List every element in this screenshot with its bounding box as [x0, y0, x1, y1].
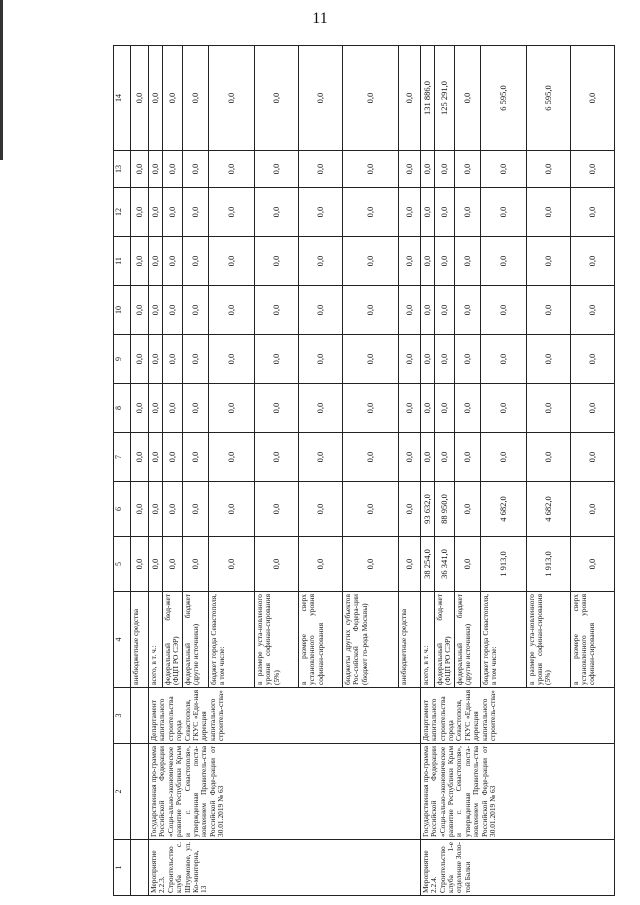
value-cell: 0,0 — [298, 384, 342, 433]
value-cell: 0,0 — [149, 384, 163, 433]
column-header: 6 — [114, 482, 131, 537]
value-cell: 0,0 — [398, 537, 420, 592]
value-cell: 0,0 — [208, 46, 254, 151]
value-cell: 0,0 — [254, 335, 298, 384]
value-cell: 0,0 — [163, 482, 183, 537]
value-cell: 0,0 — [420, 237, 434, 286]
value-cell: 0,0 — [131, 286, 149, 335]
column-header: 5 — [114, 537, 131, 592]
funding-source-cell: федеральный бюд-жет (ФЦП РО СЭР) — [163, 592, 183, 688]
value-cell: 0,0 — [149, 537, 163, 592]
value-cell: 0,0 — [454, 237, 480, 286]
value-cell: 0,0 — [254, 384, 298, 433]
value-cell: 0,0 — [480, 286, 526, 335]
value-cell: 4 682,0 — [526, 482, 570, 537]
value-cell: 0,0 — [526, 237, 570, 286]
value-cell: 0,0 — [182, 384, 208, 433]
value-cell: 93 632,0 — [420, 482, 434, 537]
column-header: 13 — [114, 151, 131, 188]
column-header: 7 — [114, 433, 131, 482]
value-cell: 0,0 — [570, 433, 614, 482]
rotated-table-container — [113, 46, 597, 896]
value-cell: 0,0 — [254, 46, 298, 151]
table-row — [420, 46, 434, 896]
value-cell: 0,0 — [480, 384, 526, 433]
value-cell: 0,0 — [182, 188, 208, 237]
value-cell: 0,0 — [208, 188, 254, 237]
value-cell: 6 595,0 — [526, 46, 570, 151]
value-cell: 0,0 — [526, 151, 570, 188]
value-cell: 0,0 — [254, 188, 298, 237]
value-cell: 0,0 — [208, 237, 254, 286]
empty-cell — [131, 744, 149, 840]
funding-source-cell: федеральный бюджет (другие источники) — [182, 592, 208, 688]
value-cell: 0,0 — [398, 433, 420, 482]
value-cell: 0,0 — [254, 237, 298, 286]
value-cell: 0,0 — [570, 384, 614, 433]
value-cell: 0,0 — [342, 335, 398, 384]
value-cell: 0,0 — [163, 384, 183, 433]
value-cell: 0,0 — [298, 151, 342, 188]
value-cell: 0,0 — [208, 433, 254, 482]
value-cell: 125 291,0 — [434, 46, 454, 151]
value-cell: 0,0 — [182, 482, 208, 537]
column-header: 8 — [114, 384, 131, 433]
budget-table — [113, 45, 615, 896]
value-cell: 0,0 — [570, 482, 614, 537]
value-cell: 0,0 — [480, 335, 526, 384]
executor-cell: Департамент капитального строительства города Севастополя, ГКУС «Еди-ная дирекция капитального строитель-ства» — [420, 688, 614, 744]
value-cell: 0,0 — [398, 482, 420, 537]
value-cell: 0,0 — [131, 384, 149, 433]
value-cell: 0,0 — [254, 482, 298, 537]
value-cell: 0,0 — [163, 335, 183, 384]
value-cell: 88 950,0 — [434, 482, 454, 537]
value-cell: 0,0 — [420, 433, 434, 482]
column-header: 12 — [114, 188, 131, 237]
value-cell: 0,0 — [454, 151, 480, 188]
value-cell: 0,0 — [342, 286, 398, 335]
table-body — [131, 46, 615, 896]
value-cell: 0,0 — [298, 286, 342, 335]
value-cell: 0,0 — [149, 46, 163, 151]
value-cell: 0,0 — [398, 384, 420, 433]
value-cell: 0,0 — [298, 537, 342, 592]
value-cell: 0,0 — [526, 188, 570, 237]
value-cell: 0,0 — [570, 151, 614, 188]
funding-source-cell: бюджет города Севастополя, в том числе: — [480, 592, 526, 688]
executor-cell: Департамент капитального строительства города Севастополя, ГКУС «Еди-ная дирекция капитального строитель-ства» — [149, 688, 421, 744]
program-cell: Государственная про-грамма Российской Федерации «Соци-ально-экономическое развитие Республики Крым и г. Севастополя», утвержденная поста-новлением Правитель-ства Российской Феде-рации от 30.01.2019 № 63 — [420, 744, 614, 840]
value-cell: 0,0 — [342, 482, 398, 537]
value-cell: 131 886,0 — [420, 46, 434, 151]
column-header: 14 — [114, 46, 131, 151]
value-cell: 0,0 — [149, 335, 163, 384]
value-cell: 0,0 — [570, 286, 614, 335]
value-cell: 0,0 — [131, 482, 149, 537]
value-cell: 0,0 — [570, 237, 614, 286]
value-cell: 0,0 — [454, 433, 480, 482]
value-cell: 0,0 — [398, 286, 420, 335]
value-cell: 0,0 — [480, 237, 526, 286]
value-cell: 0,0 — [526, 286, 570, 335]
value-cell: 0,0 — [254, 537, 298, 592]
value-cell: 0,0 — [208, 151, 254, 188]
value-cell: 0,0 — [208, 482, 254, 537]
funding-source-cell: внебюджетные средства — [131, 592, 149, 688]
funding-source-cell: федеральный бюд-жет (ФЦП РО СЭР) — [434, 592, 454, 688]
funding-source-cell: всего, в т. ч.: — [420, 592, 434, 688]
column-header: 4 — [114, 592, 131, 688]
value-cell: 0,0 — [131, 433, 149, 482]
funding-source-cell: внебюджетные средства — [398, 592, 420, 688]
program-cell: Государственная про-грамма Российской Федерации «Соци-ально-экономическое развитие Республики Крым и г. Севастополя», утвержденная поста-новлением Правитель-ства Российской Феде-рации от 30.01.2019 № 63 — [149, 744, 421, 840]
measure-cell: Мероприятие 2.2.3. Строительство клуба с. Штурмовое, ул. Ко-минтерна, 13 — [149, 840, 421, 896]
value-cell: 0,0 — [454, 46, 480, 151]
value-cell: 0,0 — [254, 286, 298, 335]
value-cell: 1 913,0 — [480, 537, 526, 592]
column-header: 10 — [114, 286, 131, 335]
funding-source-cell: в размере уста-новленного уровня софинан-сирования (5%) — [254, 592, 298, 688]
value-cell: 1 913,0 — [526, 537, 570, 592]
value-cell: 0,0 — [342, 384, 398, 433]
value-cell: 0,0 — [163, 286, 183, 335]
value-cell: 0,0 — [298, 237, 342, 286]
value-cell: 0,0 — [480, 151, 526, 188]
value-cell: 0,0 — [398, 151, 420, 188]
table-row — [149, 46, 163, 896]
value-cell: 0,0 — [131, 237, 149, 286]
value-cell: 0,0 — [398, 46, 420, 151]
value-cell: 0,0 — [454, 335, 480, 384]
value-cell: 0,0 — [163, 433, 183, 482]
value-cell: 0,0 — [182, 537, 208, 592]
value-cell: 0,0 — [434, 433, 454, 482]
value-cell: 0,0 — [298, 433, 342, 482]
value-cell: 0,0 — [163, 237, 183, 286]
value-cell: 0,0 — [254, 433, 298, 482]
funding-source-cell: федеральный бюджет (другие источники) — [454, 592, 480, 688]
value-cell: 0,0 — [254, 151, 298, 188]
value-cell: 0,0 — [526, 384, 570, 433]
value-cell: 36 341,0 — [434, 537, 454, 592]
value-cell: 0,0 — [398, 237, 420, 286]
value-cell: 0,0 — [434, 188, 454, 237]
column-header: 3 — [114, 688, 131, 744]
value-cell: 0,0 — [182, 237, 208, 286]
value-cell: 0,0 — [420, 384, 434, 433]
value-cell: 0,0 — [398, 335, 420, 384]
value-cell: 0,0 — [570, 537, 614, 592]
value-cell: 0,0 — [570, 188, 614, 237]
value-cell: 0,0 — [208, 286, 254, 335]
value-cell: 0,0 — [454, 384, 480, 433]
value-cell: 0,0 — [182, 151, 208, 188]
value-cell: 38 254,0 — [420, 537, 434, 592]
value-cell: 4 682,0 — [480, 482, 526, 537]
value-cell: 0,0 — [526, 335, 570, 384]
value-cell: 0,0 — [163, 188, 183, 237]
value-cell: 0,0 — [182, 433, 208, 482]
value-cell: 0,0 — [342, 537, 398, 592]
value-cell: 0,0 — [454, 537, 480, 592]
value-cell: 0,0 — [131, 151, 149, 188]
value-cell: 0,0 — [149, 482, 163, 537]
value-cell: 0,0 — [163, 46, 183, 151]
value-cell: 0,0 — [208, 335, 254, 384]
value-cell: 0,0 — [149, 237, 163, 286]
value-cell: 0,0 — [454, 286, 480, 335]
value-cell: 0,0 — [420, 188, 434, 237]
value-cell: 0,0 — [526, 433, 570, 482]
funding-source-cell: в размере уста-новленного уровня софинан-сирования (5%) — [526, 592, 570, 688]
value-cell: 0,0 — [434, 151, 454, 188]
value-cell: 0,0 — [342, 188, 398, 237]
value-cell: 0,0 — [149, 433, 163, 482]
value-cell: 0,0 — [163, 537, 183, 592]
value-cell: 0,0 — [420, 335, 434, 384]
page-number: 11 — [312, 10, 328, 27]
value-cell: 0,0 — [149, 188, 163, 237]
value-cell: 0,0 — [570, 46, 614, 151]
value-cell: 0,0 — [298, 335, 342, 384]
value-cell: 0,0 — [570, 335, 614, 384]
value-cell: 0,0 — [131, 537, 149, 592]
value-cell: 0,0 — [480, 188, 526, 237]
value-cell: 0,0 — [208, 384, 254, 433]
value-cell: 0,0 — [434, 384, 454, 433]
table-row — [131, 46, 149, 896]
value-cell: 0,0 — [434, 335, 454, 384]
funding-source-cell: в размере сверх установленного уровня софинан-сирования — [298, 592, 342, 688]
column-header: 9 — [114, 335, 131, 384]
value-cell: 0,0 — [298, 188, 342, 237]
value-cell: 0,0 — [149, 286, 163, 335]
value-cell: 0,0 — [163, 151, 183, 188]
value-cell: 0,0 — [298, 482, 342, 537]
funding-source-cell: бюджеты других субъектов Рос-сийской Федера-ции (бюджет го-рода Москвы) — [342, 592, 398, 688]
value-cell: 0,0 — [298, 46, 342, 151]
value-cell: 0,0 — [182, 335, 208, 384]
column-header: 11 — [114, 237, 131, 286]
value-cell: 0,0 — [454, 482, 480, 537]
value-cell: 0,0 — [182, 46, 208, 151]
value-cell: 0,0 — [420, 286, 434, 335]
value-cell: 0,0 — [131, 335, 149, 384]
funding-source-cell: бюджет города Севастополя, в том числе: — [208, 592, 254, 688]
value-cell: 0,0 — [434, 286, 454, 335]
value-cell: 0,0 — [342, 46, 398, 151]
value-cell: 0,0 — [454, 188, 480, 237]
value-cell: 0,0 — [420, 151, 434, 188]
value-cell: 0,0 — [480, 433, 526, 482]
value-cell: 0,0 — [208, 537, 254, 592]
empty-cell — [131, 688, 149, 744]
column-header: 1 — [114, 840, 131, 896]
value-cell: 0,0 — [398, 188, 420, 237]
value-cell: 0,0 — [149, 151, 163, 188]
funding-source-cell: всего, в т. ч.: — [149, 592, 163, 688]
empty-cell — [131, 840, 149, 896]
table-viewport — [113, 46, 597, 896]
funding-source-cell: в размере сверх установленного уровня софинан-сирования — [570, 592, 614, 688]
column-header: 2 — [114, 744, 131, 840]
measure-cell: Мероприятие 2.2.4. Строительство клуба 1-е отделение Золо-той Балки — [420, 840, 614, 896]
value-cell: 0,0 — [342, 237, 398, 286]
value-cell: 0,0 — [131, 46, 149, 151]
value-cell: 0,0 — [182, 286, 208, 335]
header-row — [114, 46, 131, 896]
value-cell: 0,0 — [434, 237, 454, 286]
value-cell: 0,0 — [342, 151, 398, 188]
value-cell: 0,0 — [131, 188, 149, 237]
value-cell: 6 595,0 — [480, 46, 526, 151]
value-cell: 0,0 — [342, 433, 398, 482]
